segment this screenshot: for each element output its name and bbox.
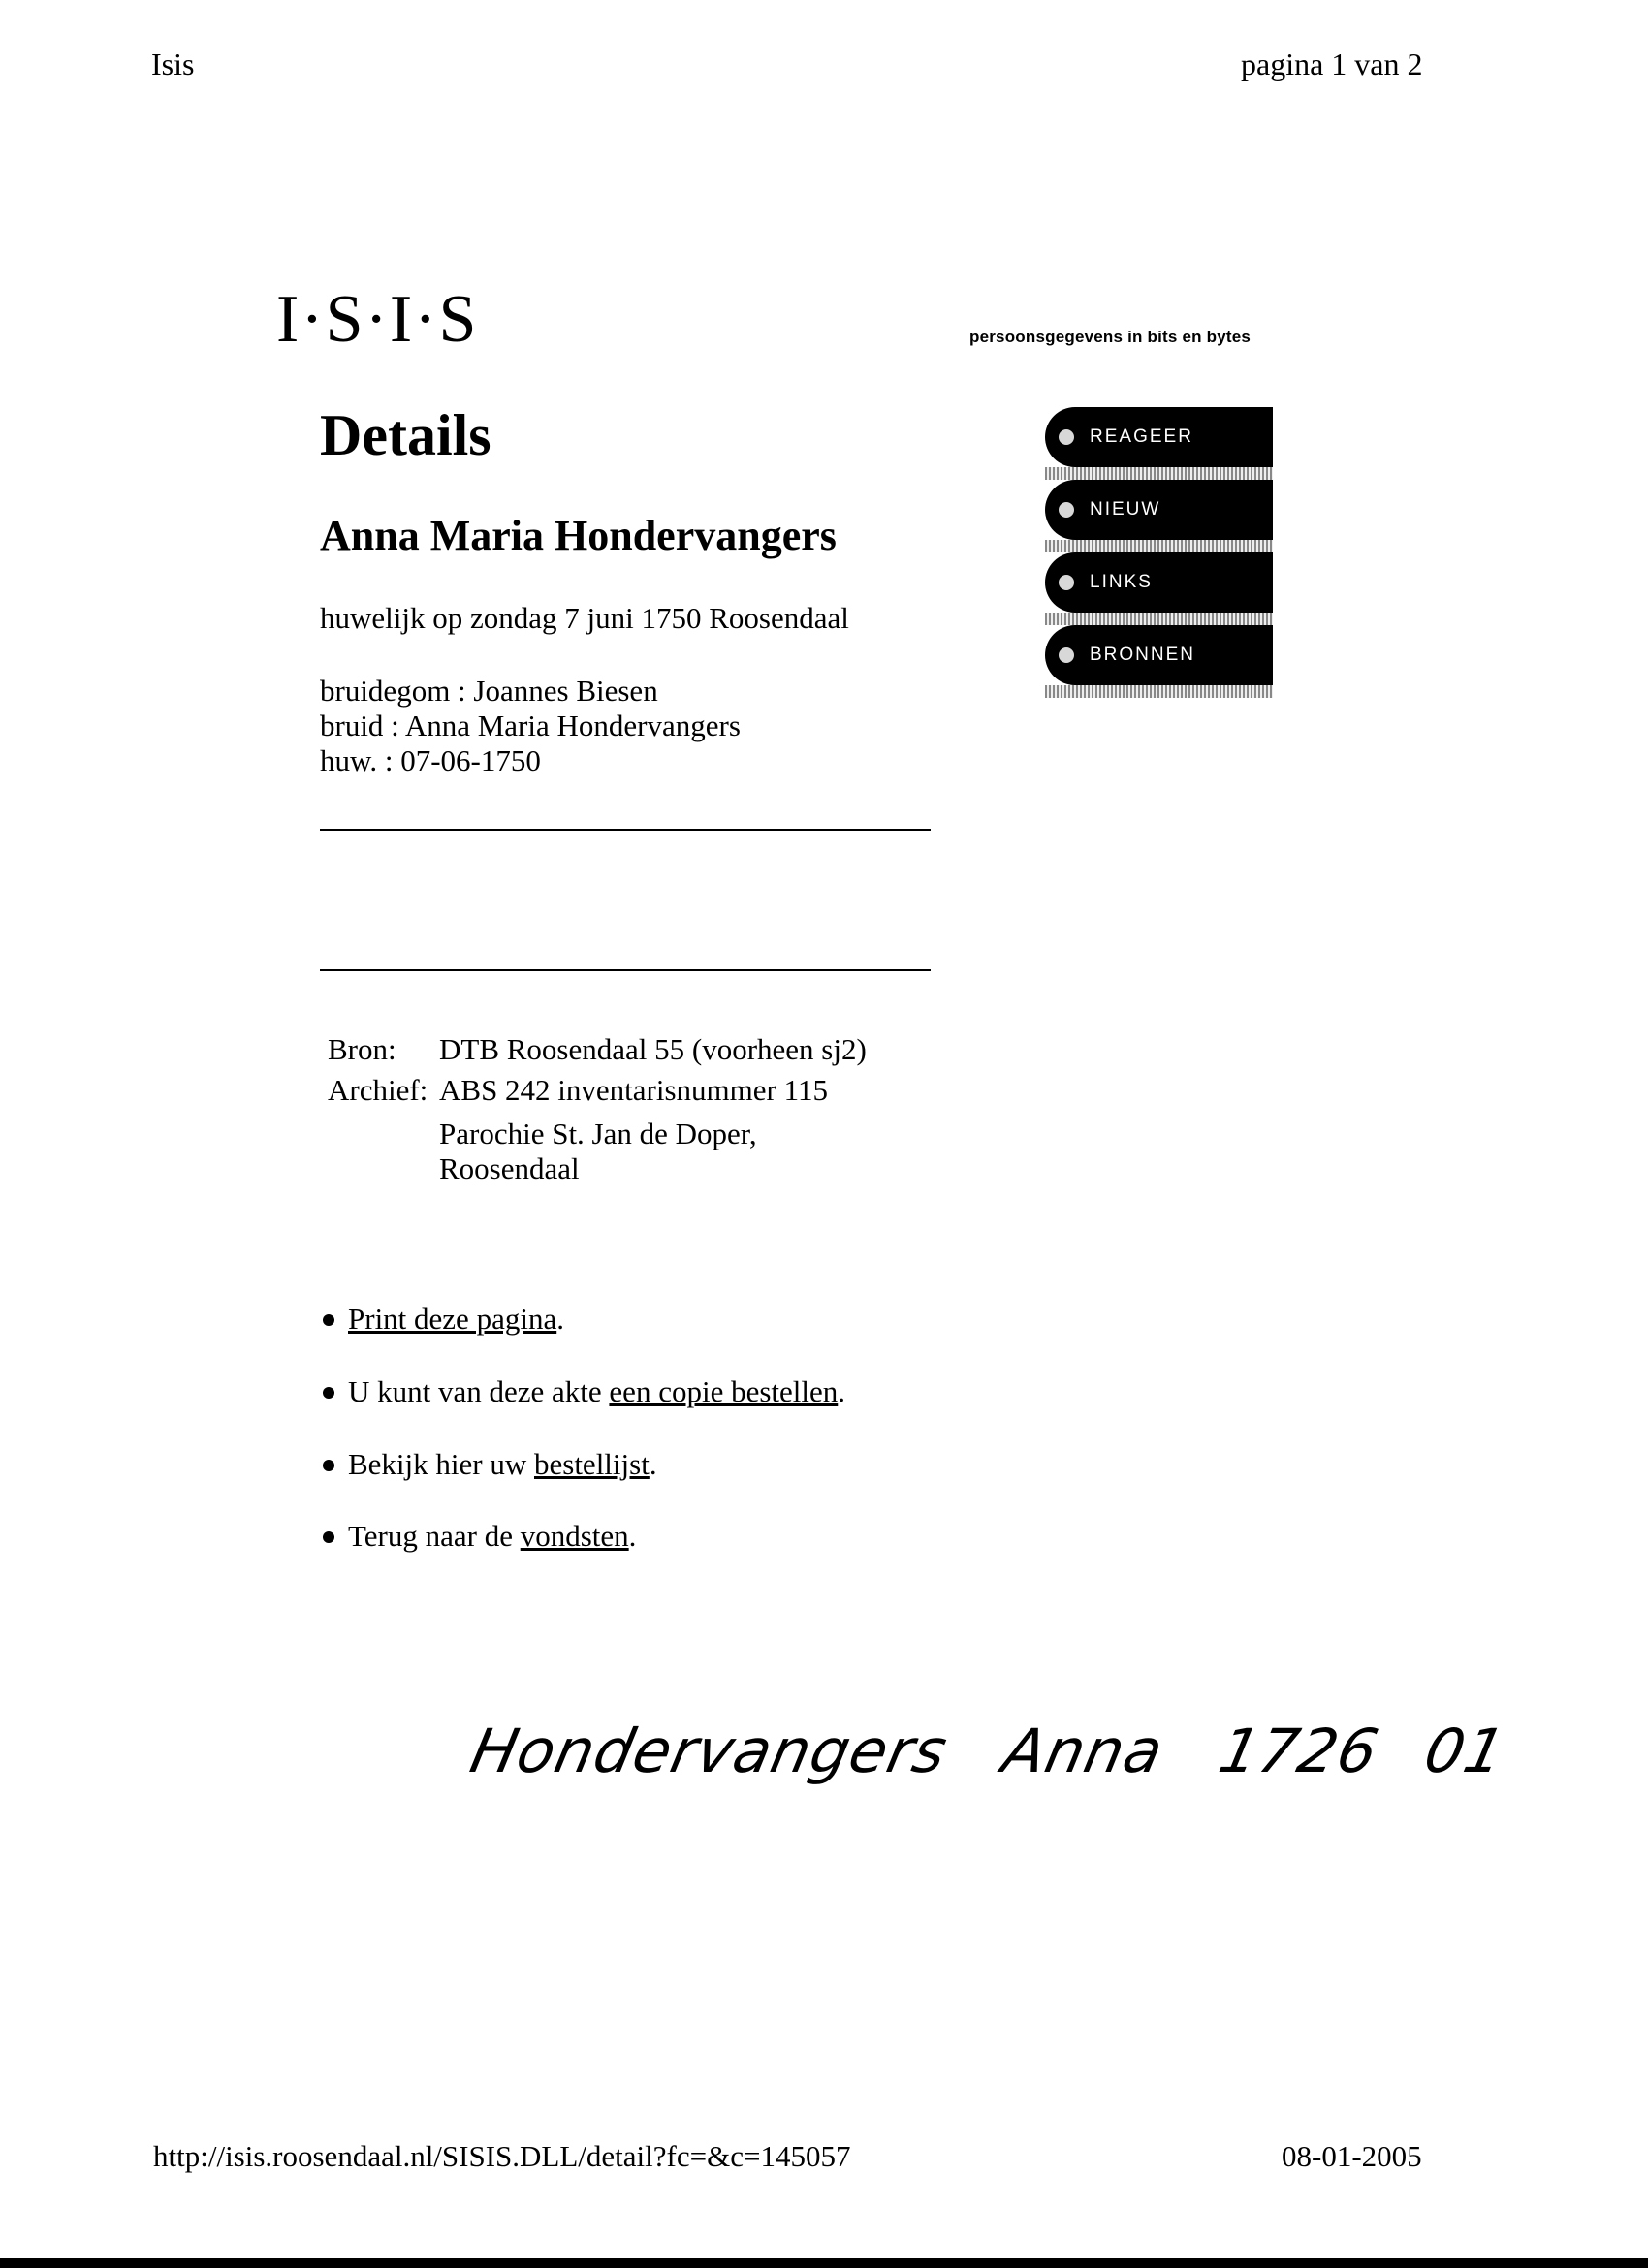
page-title: Details <box>320 403 491 467</box>
bullet-icon <box>1059 429 1074 445</box>
nav-divider <box>1045 613 1273 625</box>
bestellijst-text: Bekijk hier uw <box>348 1447 534 1481</box>
divider <box>320 829 931 831</box>
bride-line: bruid : Anna Maria Hondervangers <box>320 709 741 742</box>
marriage-date-line: huw. : 07-06-1750 <box>320 743 541 777</box>
nav-button-links[interactable] <box>1045 552 1273 613</box>
archive-label: Archief: <box>328 1073 428 1107</box>
marriage-summary: huwelijk op zondag 7 juni 1750 Roosendaal <box>320 601 849 635</box>
list-item-print <box>323 1302 564 1337</box>
handwritten-annotation <box>464 1716 1511 1786</box>
period: . <box>628 1519 637 1553</box>
nav-divider <box>1045 540 1273 552</box>
nav-button-nieuw[interactable] <box>1045 480 1273 540</box>
scan-edge-bar <box>0 2258 1648 2268</box>
order-copy-link[interactable]: een copie bestellen <box>609 1374 839 1408</box>
nav-button-bronnen[interactable] <box>1045 625 1273 685</box>
divider <box>320 969 931 971</box>
nav-menu <box>1045 407 1273 698</box>
source-value: DTB Roosendaal 55 (voorheen sj2) <box>439 1032 867 1066</box>
bullet-icon <box>1059 647 1074 663</box>
period: . <box>838 1374 846 1408</box>
results-link[interactable]: vondsten <box>520 1519 629 1553</box>
nav-label: NIEUW <box>1090 499 1161 520</box>
footer-date: 08-01-2005 <box>1282 2139 1422 2173</box>
bullet-icon <box>323 1531 334 1543</box>
bullet-icon <box>1059 502 1074 518</box>
list-item-copie <box>323 1374 845 1409</box>
bullet-icon <box>323 1314 334 1326</box>
print-header-page-number: pagina 1 van 2 <box>1241 47 1423 81</box>
bullet-icon <box>1059 575 1074 590</box>
nav-button-reageer[interactable] <box>1045 407 1273 467</box>
site-tagline: persoonsgegevens in bits en bytes <box>969 328 1252 346</box>
terug-text: Terug naar de <box>348 1519 521 1553</box>
nav-divider <box>1045 467 1273 480</box>
period: . <box>649 1447 657 1481</box>
copie-text: U kunt van deze akte <box>348 1374 610 1408</box>
nav-label: REAGEER <box>1090 426 1193 447</box>
nav-divider <box>1045 685 1273 698</box>
bullet-icon <box>323 1387 334 1399</box>
handwritten-firstname: Anna <box>997 1716 1170 1786</box>
groom-line: bruidegom : Joannes Biesen <box>320 674 658 708</box>
handwritten-surname: Hondervangers <box>464 1716 954 1786</box>
handwritten-number: 01 <box>1418 1716 1512 1786</box>
period: . <box>556 1302 564 1336</box>
handwritten-year: 1726 <box>1213 1716 1385 1786</box>
source-label: Bron: <box>328 1032 396 1066</box>
parish-line: Parochie St. Jan de Doper, <box>439 1117 757 1150</box>
list-item-bestellijst <box>323 1447 657 1482</box>
nav-label: LINKS <box>1090 572 1153 592</box>
place-line: Roosendaal <box>439 1151 580 1185</box>
print-header-title: Isis <box>151 47 195 81</box>
footer-url: http://isis.roosendaal.nl/SISIS.DLL/detail?fc=&c=145057 <box>153 2139 851 2173</box>
nav-label: BRONNEN <box>1090 645 1196 665</box>
bullet-icon <box>323 1460 334 1471</box>
archive-value: ABS 242 inventarisnummer 115 <box>439 1073 828 1107</box>
print-page-link[interactable]: Print deze pagina <box>348 1302 557 1336</box>
list-item-terug <box>323 1519 636 1554</box>
isis-logo[interactable]: I·S·I·S <box>276 282 479 357</box>
order-list-link[interactable]: bestellijst <box>534 1447 650 1481</box>
person-name: Anna Maria Hondervangers <box>320 512 837 559</box>
